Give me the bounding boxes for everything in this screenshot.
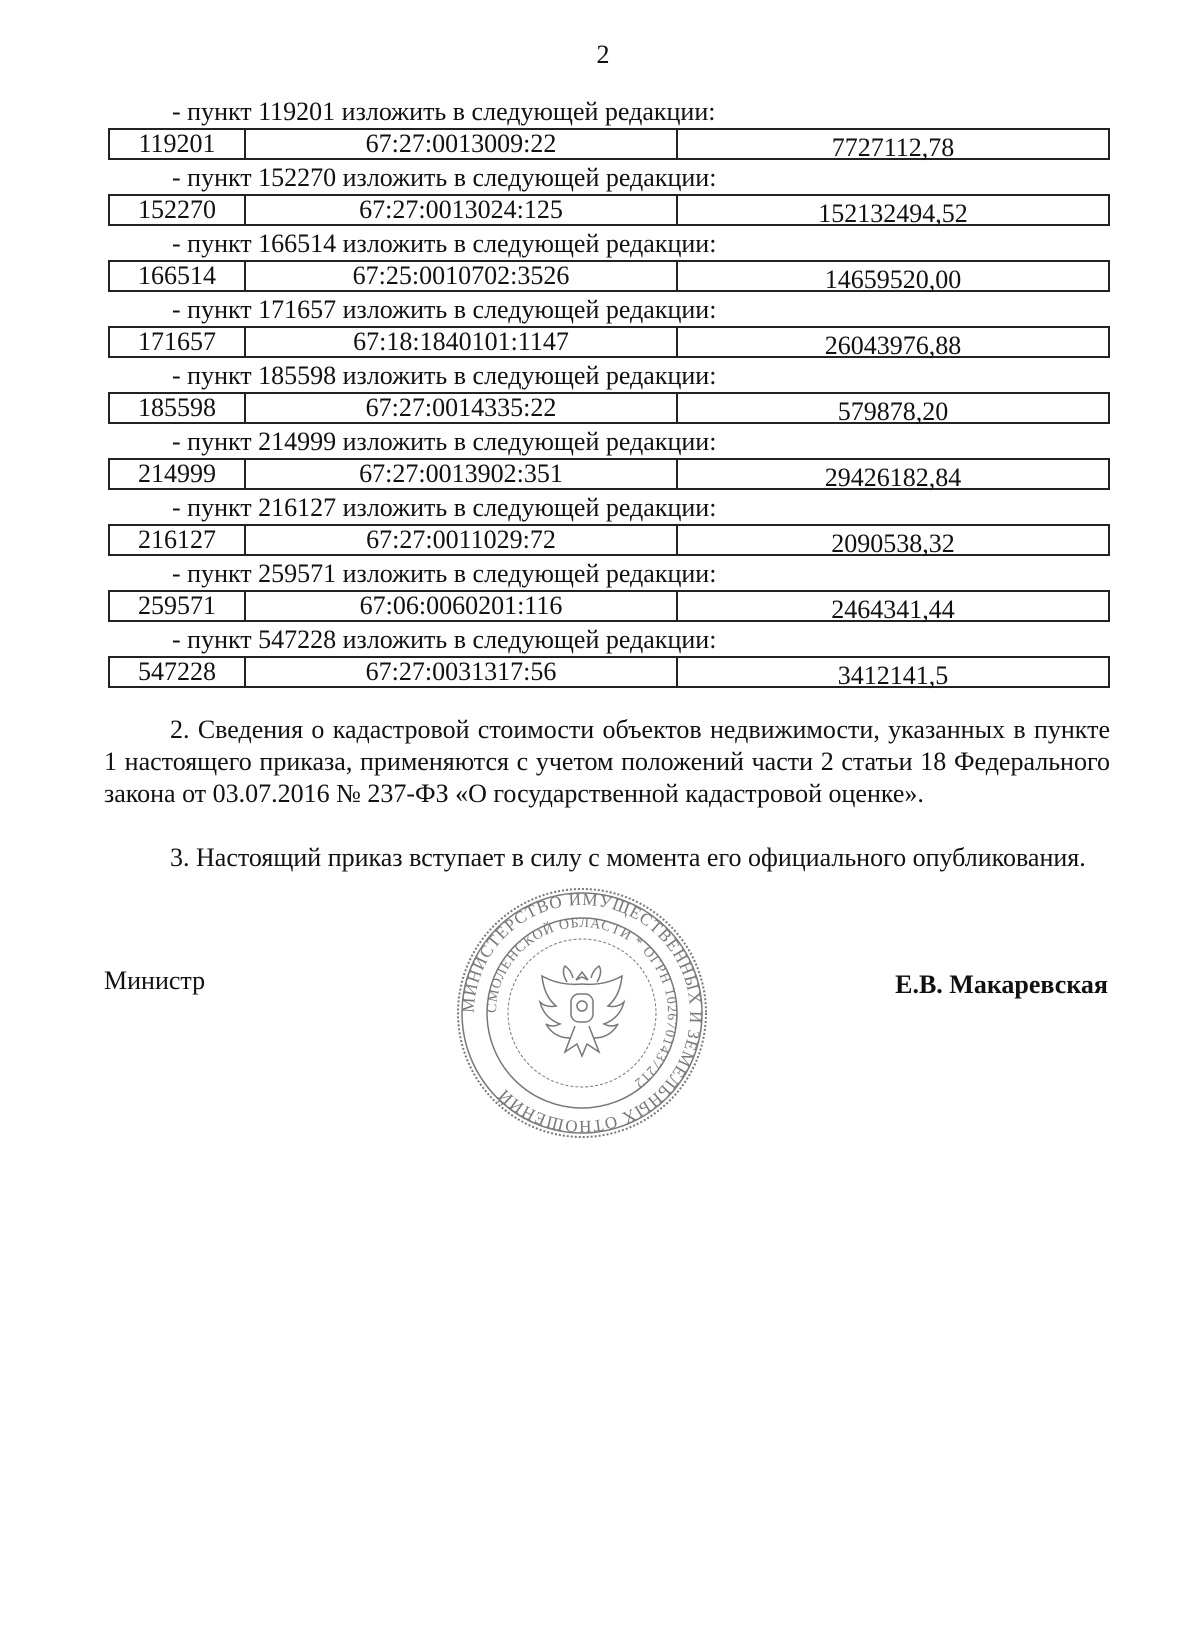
signature-name: Е.В. Макаревская (895, 970, 1108, 999)
cadastral-number-cell: 67:18:1840101:1147 (246, 328, 678, 356)
cadastral-value-cell: 14659520,00 (824, 265, 962, 294)
cadastral-value-cell: 29426182,84 (824, 463, 962, 492)
item-number-cell: 166514 (110, 262, 246, 290)
cadastral-number-cell: 67:27:0013902:351 (246, 460, 678, 488)
cadastral-value-cell: 579878,20 (837, 397, 949, 426)
cadastral-value-cell: 3412141,5 (837, 661, 949, 690)
amendment-heading: - пункт 259571 изложить в следующей редакции: (172, 559, 717, 588)
cadastral-value-cell: 2090538,32 (831, 529, 955, 558)
cadastral-number-cell: 67:27:0031317:56 (246, 658, 678, 686)
table-row (108, 128, 1110, 160)
amendment-heading: - пункт 166514 изложить в следующей редакции: (172, 229, 717, 258)
eagle-emblem-icon (540, 966, 624, 1056)
amendment-heading: - пункт 119201 изложить в следующей редакции: (172, 97, 716, 126)
amendment-item (108, 228, 1112, 294)
amendment-heading: - пункт 214999 изложить в следующей редакции: (172, 427, 717, 456)
amendment-item (108, 96, 1112, 162)
amendment-item (108, 492, 1112, 558)
amendment-item (108, 360, 1112, 426)
table-row (108, 194, 1110, 226)
amendment-heading: - пункт 216127 изложить в следующей редакции: (172, 493, 717, 522)
cadastral-value-cell: 2464341,44 (831, 595, 955, 624)
amendment-item (108, 558, 1112, 624)
amendment-heading: - пункт 547228 изложить в следующей редакции: (172, 625, 717, 654)
cadastral-number-cell: 67:27:0011029:72 (246, 526, 678, 554)
page-number: 2 (596, 40, 610, 69)
amendment-list (108, 96, 1112, 690)
amendment-heading: - пункт 185598 изложить в следующей редакции: (172, 361, 717, 390)
item-number-cell: 216127 (110, 526, 246, 554)
item-number-cell: 152270 (110, 196, 246, 224)
item-number-cell: 185598 (110, 394, 246, 422)
seal-inner-text: СМОЛЕНСКОЙ ОБЛАСТИ * ОГРН 1026701437212 (484, 915, 680, 1091)
item-number-cell: 119201 (110, 130, 246, 158)
table-row (108, 590, 1110, 622)
cadastral-number-cell: 67:27:0013009:22 (246, 130, 678, 158)
seal-graphic (455, 886, 709, 1140)
table-row (108, 326, 1110, 358)
paragraph-2-text: 2. Сведения о кадастровой стоимости объектов недвижимости, указанных в пункте 1 настоящего приказа, применяются с учетом положений части 2 статьи 18 Федерального закона от 03.07.2016 № 237-ФЗ «О государственной кадастровой оценке». (104, 715, 1110, 808)
table-row (108, 524, 1110, 556)
item-number-cell: 547228 (110, 658, 246, 686)
amendment-heading: - пункт 152270 изложить в следующей редакции: (172, 163, 717, 192)
item-number-cell: 259571 (110, 592, 246, 620)
table-row (108, 656, 1110, 688)
cadastral-number-cell: 67:06:0060201:116 (246, 592, 678, 620)
seal-outer-text: МИНИСТЕРСТВО ИМУЩЕСТВЕННЫХ И ЗЕМЕЛЬНЫХ ОТНОШЕНИЙ (458, 889, 706, 1137)
cadastral-value-cell: 26043976,88 (824, 331, 962, 360)
item-number-cell: 171657 (110, 328, 246, 356)
paragraph-3-text: 3. Настоящий приказ вступает в силу с момента его официального опубликования. (170, 843, 1086, 872)
amendment-item (108, 426, 1112, 492)
cadastral-number-cell: 67:25:0010702:3526 (246, 262, 678, 290)
cadastral-number-cell: 67:27:0013024:125 (246, 196, 678, 224)
table-row (108, 458, 1110, 490)
amendment-item (108, 624, 1112, 690)
table-row (108, 392, 1110, 424)
amendment-item (108, 162, 1112, 228)
paragraph-2 (104, 714, 1110, 810)
amendment-item (108, 294, 1112, 360)
official-seal (455, 886, 709, 1140)
cadastral-value-cell: 152132494,52 (818, 199, 968, 228)
signature-title: Министр (104, 966, 206, 995)
cadastral-number-cell: 67:27:0014335:22 (246, 394, 678, 422)
table-row (108, 260, 1110, 292)
amendment-heading: - пункт 171657 изложить в следующей редакции: (172, 295, 717, 324)
paragraph-3 (104, 842, 1110, 874)
cadastral-value-cell: 7727112,78 (831, 133, 955, 162)
seal-inner-ring (508, 939, 656, 1087)
item-number-cell: 214999 (110, 460, 246, 488)
